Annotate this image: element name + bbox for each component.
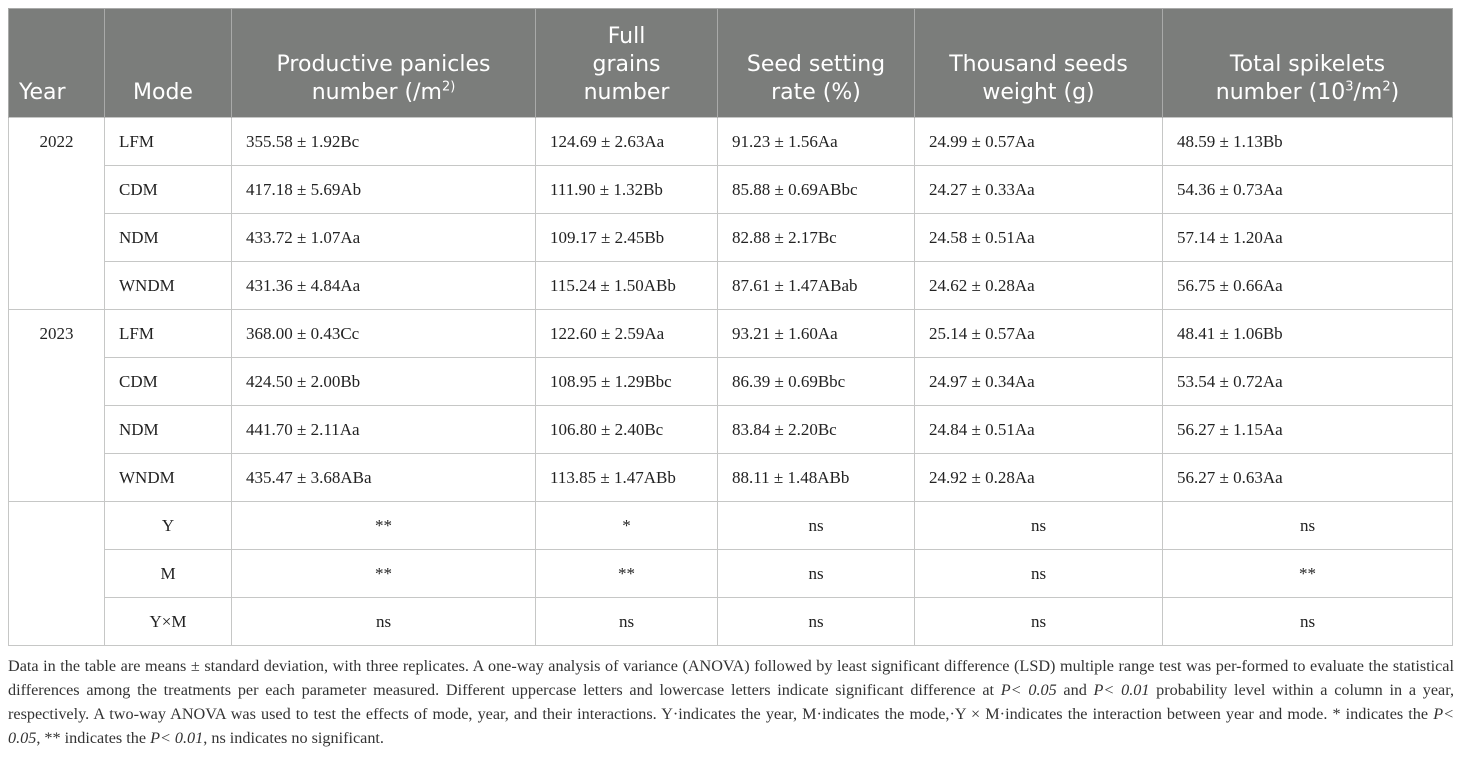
table-row <box>9 454 1453 502</box>
anova-row <box>9 502 1453 550</box>
thousand-weight-cell: 25.14 ± 0.57Aa <box>915 310 1163 358</box>
thousand-weight-cell: 24.92 ± 0.28Aa <box>915 454 1163 502</box>
mode-cell: LFM <box>105 310 232 358</box>
anova-row <box>9 550 1453 598</box>
seed-setting-cell: 85.88 ± 0.69ABbc <box>718 166 915 214</box>
panicles-cell: 441.70 ± 2.11Aa <box>232 406 536 454</box>
mode-cell: WNDM <box>105 262 232 310</box>
thousand-weight-sig-cell: ns <box>915 502 1163 550</box>
thousand-weight-cell: 24.97 ± 0.34Aa <box>915 358 1163 406</box>
spikelets-cell: 53.54 ± 0.72Aa <box>1163 358 1453 406</box>
panicles-cell: 424.50 ± 2.00Bb <box>232 358 536 406</box>
spikelets-cell: 56.75 ± 0.66Aa <box>1163 262 1453 310</box>
full-grains-cell: 108.95 ± 1.29Bbc <box>536 358 718 406</box>
spikelets-sig-cell: ns <box>1163 502 1453 550</box>
panicles-sig-cell: ** <box>232 502 536 550</box>
full-grains-cell: 109.17 ± 2.45Bb <box>536 214 718 262</box>
seed-setting-cell: 87.61 ± 1.47ABab <box>718 262 915 310</box>
seed-setting-sig-cell: ns <box>718 598 915 646</box>
table-row <box>9 118 1453 166</box>
full-grains-cell: 113.85 ± 1.47ABb <box>536 454 718 502</box>
table-row <box>9 358 1453 406</box>
seed-setting-sig-cell: ns <box>718 550 915 598</box>
table-row <box>9 310 1453 358</box>
thousand-weight-sig-cell: ns <box>915 550 1163 598</box>
table-row <box>9 406 1453 454</box>
spikelets-cell: 56.27 ± 1.15Aa <box>1163 406 1453 454</box>
spikelets-cell: 48.41 ± 1.06Bb <box>1163 310 1453 358</box>
seed-setting-cell: 83.84 ± 2.20Bc <box>718 406 915 454</box>
header-row <box>9 9 1453 118</box>
year-cell: 2023 <box>9 310 105 502</box>
anova-blank-cell <box>9 502 105 646</box>
factor-cell: Y <box>105 502 232 550</box>
full-grains-sig-cell: * <box>536 502 718 550</box>
panicles-cell: 417.18 ± 5.69Ab <box>232 166 536 214</box>
mode-cell: NDM <box>105 214 232 262</box>
mode-cell: CDM <box>105 166 232 214</box>
full-grains-cell: 115.24 ± 1.50ABb <box>536 262 718 310</box>
header-total-spikelets: Total spikelets number $(10^3/m^2)$ <box>1163 9 1453 118</box>
panicles-cell: 433.72 ± 1.07Aa <box>232 214 536 262</box>
spikelets-sig-cell: ns <box>1163 598 1453 646</box>
seed-setting-cell: 88.11 ± 1.48ABb <box>718 454 915 502</box>
thousand-weight-cell: 24.84 ± 0.51Aa <box>915 406 1163 454</box>
panicles-sig-cell: ** <box>232 550 536 598</box>
thousand-weight-cell: 24.27 ± 0.33Aa <box>915 166 1163 214</box>
full-grains-cell: 122.60 ± 2.59Aa <box>536 310 718 358</box>
header-seed-setting-rate: Seed setting rate (%) <box>718 9 915 118</box>
panicles-sig-cell: ns <box>232 598 536 646</box>
spikelets-cell: 48.59 ± 1.13Bb <box>1163 118 1453 166</box>
mode-cell: LFM <box>105 118 232 166</box>
mode-cell: NDM <box>105 406 232 454</box>
factor-cell: Y×M <box>105 598 232 646</box>
results-table-container <box>8 8 1452 646</box>
table-row <box>9 166 1453 214</box>
full-grains-cell: 124.69 ± 2.63Aa <box>536 118 718 166</box>
thousand-weight-sig-cell: ns <box>915 598 1163 646</box>
header-productive-panicles: Productive panicles number ($/m^{2)}$ <box>232 9 536 118</box>
year-cell: 2022 <box>9 118 105 310</box>
mode-cell: WNDM <box>105 454 232 502</box>
thousand-weight-cell: 24.99 ± 0.57Aa <box>915 118 1163 166</box>
seed-setting-cell: 91.23 ± 1.56Aa <box>718 118 915 166</box>
header-year: Year <box>9 9 105 118</box>
spikelets-cell: 56.27 ± 0.63Aa <box>1163 454 1453 502</box>
seed-setting-sig-cell: ns <box>718 502 915 550</box>
thousand-weight-cell: 24.58 ± 0.51Aa <box>915 214 1163 262</box>
seed-setting-cell: 93.21 ± 1.60Aa <box>718 310 915 358</box>
table-footnote: Data in the table are means ± standard deviation, with three replicates. A one-way analysis of variance (ANOVA) followed by least significant difference (LSD) multiple range test was per-formed to evaluate the statistical differences among the treatments per each parameter measured. Different uppercase letters and lowercase letters indicate significant difference at P< 0.05 and P< 0.01 probability level within a column in a year, respectively. A two-way ANOVA was used to test the effects of mode, year, and their interactions. Y·indicates the year, M·indicates the mode,·Y × M·indicates the interaction between year and mode. * indicates the P< 0.05, ** indicates the P< 0.01, ns indicates no significant. <box>8 657 1455 747</box>
panicles-cell: 431.36 ± 4.84Aa <box>232 262 536 310</box>
panicles-cell: 435.47 ± 3.68ABa <box>232 454 536 502</box>
header-mode: Mode <box>105 9 232 118</box>
spikelets-cell: 57.14 ± 1.20Aa <box>1163 214 1453 262</box>
panicles-cell: 355.58 ± 1.92Bc <box>232 118 536 166</box>
spikelets-cell: 54.36 ± 0.73Aa <box>1163 166 1453 214</box>
table-row <box>9 262 1453 310</box>
full-grains-cell: 106.80 ± 2.40Bc <box>536 406 718 454</box>
anova-row <box>9 598 1453 646</box>
table-row <box>9 214 1453 262</box>
mode-cell: CDM <box>105 358 232 406</box>
full-grains-sig-cell: ns <box>536 598 718 646</box>
full-grains-sig-cell: ** <box>536 550 718 598</box>
panicles-cell: 368.00 ± 0.43Cc <box>232 310 536 358</box>
thousand-weight-cell: 24.62 ± 0.28Aa <box>915 262 1163 310</box>
yield-components-table <box>8 8 1453 646</box>
seed-setting-cell: 82.88 ± 2.17Bc <box>718 214 915 262</box>
spikelets-sig-cell: ** <box>1163 550 1453 598</box>
factor-cell: M <box>105 550 232 598</box>
full-grains-cell: 111.90 ± 1.32Bb <box>536 166 718 214</box>
header-full-grains: Full grains number <box>536 9 718 118</box>
seed-setting-cell: 86.39 ± 0.69Bbc <box>718 358 915 406</box>
header-thousand-seeds-weight: Thousand seeds weight (g) <box>915 9 1163 118</box>
